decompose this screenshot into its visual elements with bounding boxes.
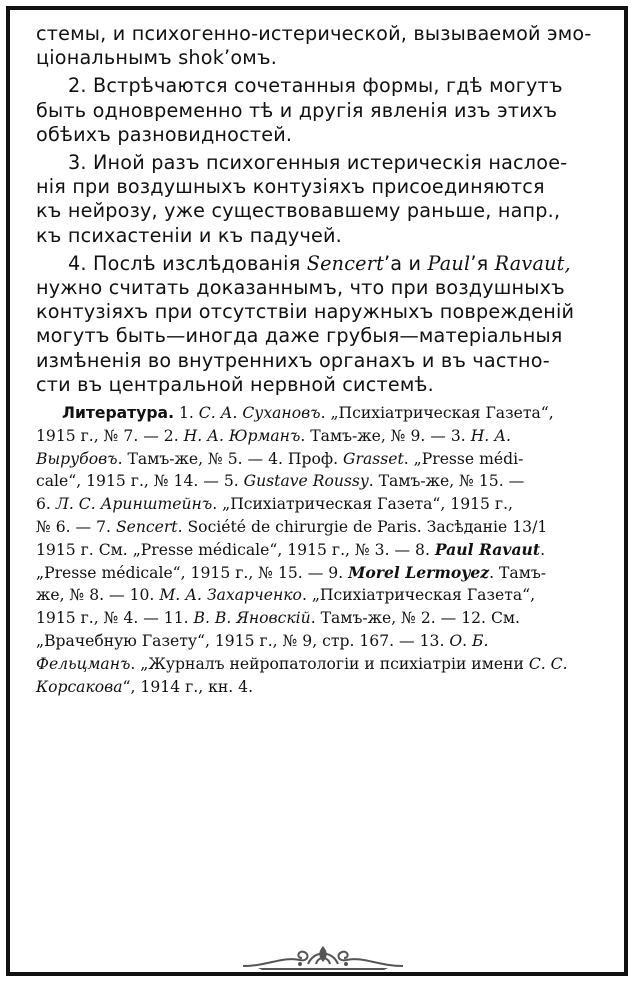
reference-text: 1915 г., № 4. — 11. [36,609,194,628]
reference-text: . „Журналъ нейропатологіи и психіатріи имени [130,654,529,673]
reference-author: Вырубовъ [36,449,118,468]
reference-text: 6. [36,495,56,514]
para-4-text: 4. Послѣ изслѣдованія [68,251,307,275]
references-heading: Литература. [62,404,174,423]
reference-author: М. А. Захарченко [159,586,302,605]
reference-text: же, № 8. — 10. [36,586,160,605]
reference-line [36,539,622,562]
references-block [36,402,622,698]
reference-line [36,562,622,585]
reference-text: . Тамъ- [489,563,547,582]
reference-text: . [540,540,546,559]
author-name: Paul [427,251,471,275]
para-3-line-4: къ психастеніи и къ падучей. [36,223,342,247]
reference-author: Н. А. Юрманъ [183,426,301,445]
para-2-line-1: 2. Встрѣчаются сочетанныя формы, гдѣ могутъ [68,74,563,98]
reference-author: Фельцманъ [36,654,131,673]
reference-author: Morel Lermoyez [348,562,490,582]
para-4-line-6: сти въ центральной нервной системѣ. [36,372,434,396]
reference-text: “, 1914 г., кн. 4. [122,677,254,696]
reference-author: Н. А. [470,426,511,445]
reference-line [36,630,622,653]
reference-line [36,584,622,607]
reference-line [36,402,622,425]
reference-author: Grasset [343,449,404,468]
reference-author: С. С. [528,654,568,673]
reference-line [36,607,622,630]
reference-text: 1915 г., № 7. — 2. [36,426,184,445]
reference-line [36,470,622,493]
para-4-line-2: нужно считать доказаннымъ, что при воздушныхъ [36,276,565,300]
reference-text: 1915 г. См. „Presse médicale“, 1915 г., № 3. — 8. [36,540,435,559]
reference-text: . Тамъ-же, № 15. — [368,472,525,491]
para-3-line-3: къ нейрозу, уже существовавшему раньше, напр., [36,199,561,223]
reference-author: Paul Ravaut [434,539,541,559]
reference-author: Sencert [115,518,178,537]
decorative-vignette-icon [238,942,408,972]
para-1-line-2: ціональнымъ shok’омъ. [36,46,278,70]
reference-author: Л. С. Аринштейнъ [55,495,213,514]
para-3-line-1: 3. Иной разъ психогенныя истерическія наслое- [68,151,568,175]
reference-author: Gustave Roussy [243,472,369,491]
para-4-text: ’а и [384,251,428,275]
reference-text: . Тамъ-же, № 5. — 4. Проф. [117,449,344,468]
reference-line [36,676,622,699]
para-4-line-4: могутъ быть—иногда даже грубыя—матеріальныя [36,324,563,348]
reference-text: 1. [174,404,199,423]
para-3-line-2: нія при воздушныхъ контузіяхъ присоединяются [36,175,545,199]
page-body [36,22,622,698]
reference-text: cale“, 1915 г., № 14. — 5. [36,472,244,491]
reference-text: . „Психіатрическая Газета“, [320,404,554,423]
reference-text: . Société de chirurgie de Paris. Засѣданіе 13/1 [177,518,548,537]
reference-text: „Врачебную Газету“, 1915 г., № 9, стр. 167. — 13. [36,632,450,651]
reference-line [36,425,622,448]
para-1-line-1: стемы, и психогенно-истерической, вызываемой эмо- [36,22,592,45]
author-name: Ravaut, [494,251,571,275]
reference-line [36,448,622,471]
reference-text: „Presse médicale“, 1915 г., № 15. — 9. [36,563,349,582]
reference-author: Корсакова [36,677,123,696]
reference-text: . Тамъ-же, № 2. — 12. См. [310,609,520,628]
para-4-text: ’я [470,251,495,275]
para-4-line-3: контузіяхъ при отсутствіи наружныхъ поврежденій [36,300,575,324]
reference-text: . „Presse médi- [403,449,524,468]
reference-text: . „Психіатрическая Газета“, [301,586,536,605]
reference-line [36,493,622,516]
para-4-line-1 [36,252,622,276]
book-page [6,6,628,976]
para-2-line-3: обѣихъ разновидностей. [36,122,293,146]
para-2-line-2: быть одновременно тѣ и другія явленія изъ этихъ [36,98,558,122]
author-name: Sencert [306,251,384,275]
para-4-line-5: измѣненія во внутреннихъ органахъ и въ частно- [36,348,550,372]
reference-text: . „Психіатрическая Газета“, 1915 г., [212,495,514,514]
reference-line [36,516,622,539]
reference-line [36,653,622,676]
reference-author: В. В. Яновскій [193,609,311,628]
reference-text: № 6. — 7. [36,518,116,537]
reference-author: О. Б. [449,632,489,651]
reference-text: . Тамъ-же, № 9. — 3. [300,426,471,445]
reference-author: С. А. Сухановъ [198,404,321,423]
